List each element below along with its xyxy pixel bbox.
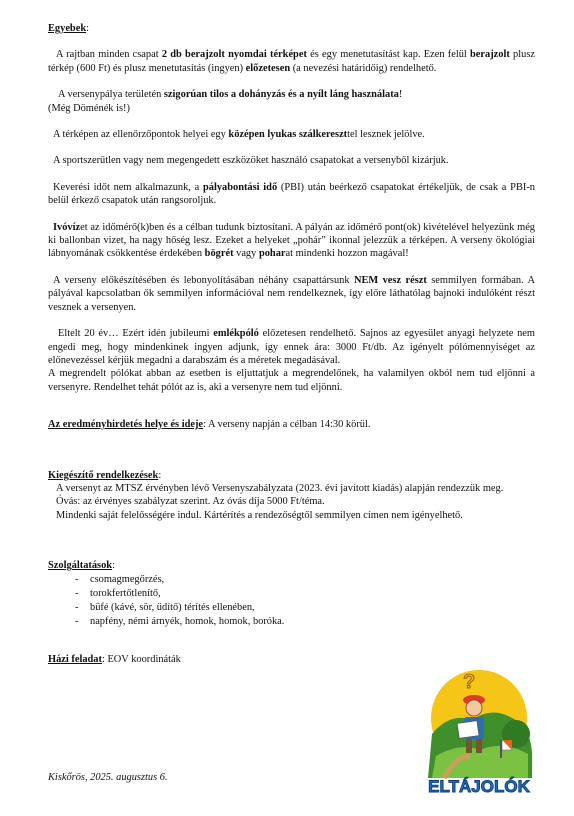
egyebek-paragraph-water: Ivóvízet az időmérő(k)ben és a célban tudunk biztosítani. A pályán az időmérő pont(ok) kivételével helyezünk még ki ballonban vizet, ha nagy hőség lesz. Ezeket a helyeket „pohár” ikonnal jelezzük a térképen. A verseny ökológiai lábnyomának csökkentése érdekében bögrét vagy poharat mindenki hozzon magával!: [48, 221, 535, 260]
logo-leg-left: [466, 739, 472, 753]
logo-text: ELTÁJOLÓK: [428, 777, 530, 796]
egyebek-heading-line: Egyebek:: [48, 23, 89, 34]
egyebek-paragraph-maps: A rajtban minden csapat 2 db berajzolt nyomdai térképet és egy menetutasítást kap. Ezen felül berajzolt plusz térkép (600 Ft) és plusz menetutasítás (ingyen) előzetesen (a nevezési határidőig) rendelhető.: [48, 49, 535, 74]
hazi-text: : EOV koordináták: [101, 653, 181, 665]
egyebek-paragraph-disqualify: A sportszerűtlen vagy nem megengedett eszközöket használó csapatokat a versenyből kizárjuk.: [53, 155, 449, 167]
kiegeszito-heading: Kiegészítő rendelkezések: [48, 469, 159, 481]
eltajolok-logo: [420, 660, 538, 800]
map-icon: [457, 721, 479, 739]
hazi-heading: Házi feladat: [48, 653, 102, 665]
egyebek-paragraph-pbi: Keverési időt nem alkalmazunk, a pályabontási idő (PBI) után beérkező csapatokat értékeljük, de csak a PBI-n belül érkező csapatok után rangsoroljuk.: [48, 181, 535, 207]
list-item: - torokfertőtlenítő,: [48, 587, 535, 601]
signature-place-date: Kiskőrös, 2025. augusztus 6.: [48, 772, 168, 783]
list-item: - büfé (kávé, sör, üdítő) térítés ellenében,: [48, 601, 535, 615]
egyebek-paragraph-organizers: A verseny előkészítésében és lebonyolításában néhány csapattársunk NEM vesz részt semmilyen formában. A pályával kapcsolatban ők semmilyen információval nem rendelkeznek, így előre láthatólag bajnoki indulóként részt vesznek a versenyen.: [48, 274, 535, 313]
logo-head: [466, 700, 482, 716]
egyebek-paragraph-smoking-note: (Még Döménék is!): [48, 102, 130, 114]
egyebek-paragraph-tshirt: Eltelt 20 év… Ezért idén jubileumi emlékpóló előzetesen rendelhető. Sajnos az egyesület anyagi helyzete nem engedi meg, hogy mindenkinek ingyen adjunk, így ennek ára: 3000 Ft/db. Az igényelt pólómennyiséget az előnevezéssel kérjük megadni a darabszám és a méretek megadásával.: [48, 328, 535, 366]
services-list: [48, 573, 535, 629]
szolgaltatasok-heading-line: Szolgáltatások:: [48, 560, 115, 572]
egyebek-paragraph-crosshair: A térképen az ellenőrzőpontok helyei egy középen lyukas szálkereszttel lesznek jelölve.: [53, 129, 425, 141]
szolgaltatasok-heading: Szolgáltatások: [48, 560, 113, 572]
list-item: - csomagmegőrzés,: [48, 573, 535, 587]
egyebek-heading: Egyebek: [48, 23, 87, 34]
logo-leg-right: [476, 739, 482, 753]
document-body: [48, 22, 535, 666]
eredmeny-text: : A verseny napján a célban 14:30 körül.: [203, 419, 371, 431]
egyebek-paragraph-smoking: A versenypálya területén szigorúan tilos a dohányzás és a nyílt láng használata!: [58, 89, 403, 101]
kiegeszito-line-rules: A versenyt az MTSZ érvényben lévő Versenyszabályzata (2023. évi javított kiadás) alapján rendezzük meg.: [56, 482, 504, 494]
kiegeszito-line-liability: Mindenki saját felelősségére indul. Kártérítés a rendezőségtől semmilyen címen nem igényelhető.: [56, 509, 463, 521]
eredmeny-line: [48, 418, 535, 431]
egyebek-paragraph-tshirt-delivery: A megrendelt pólókat abban az esetben is eljuttatjuk a megrendelőnek, ha valamilyen okból nem tud eljönni a versenyre. Rendelhet tehát pólót az is, aki a versenyre nem tud eljönni.: [48, 368, 535, 393]
kiegeszito-line-protest: Óvás: az érvényes szabályzat szerint. Az óvás díja 5000 Ft/téma.: [56, 496, 325, 508]
kiegeszito-heading-line: Kiegészítő rendelkezések:: [48, 469, 162, 481]
eredmeny-heading: Az eredményhirdetés helye és ideje: [48, 419, 204, 431]
logo-question-mark: ?: [463, 671, 476, 693]
list-item: - napfény, némi árnyék, homok, homok, boróka.: [48, 615, 535, 629]
